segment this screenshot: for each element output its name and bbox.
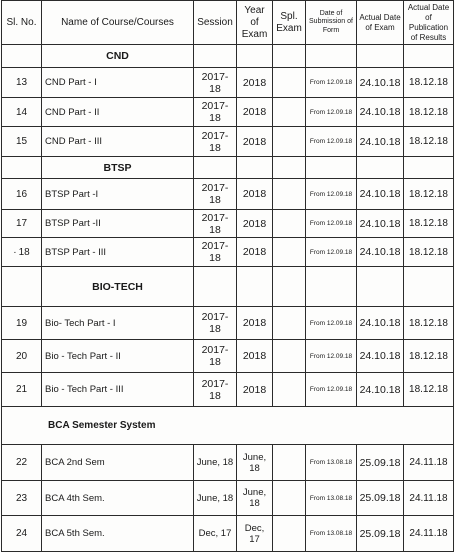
cell-sl: 17 bbox=[2, 210, 42, 238]
cell-year: 2018 bbox=[237, 127, 273, 157]
cell-course: Bio - Tech Part - III bbox=[42, 373, 194, 407]
cell-spl bbox=[273, 179, 306, 210]
header-date-of-submission: Date of Submission of Form bbox=[306, 1, 357, 45]
table-row bbox=[2, 210, 454, 238]
table-body bbox=[2, 45, 454, 552]
cell-exam-date: 25.09.18 bbox=[357, 481, 404, 516]
cell-session: 2017-18 bbox=[194, 179, 237, 210]
cell-session: 2017-18 bbox=[194, 127, 237, 157]
table-row bbox=[2, 516, 454, 552]
cell-exam-date: 24.10.18 bbox=[357, 373, 404, 407]
cell-sl: 16 bbox=[2, 179, 42, 210]
cell-sl: 19 bbox=[2, 307, 42, 340]
cell-course: CND Part - I bbox=[42, 68, 194, 98]
cell-year: 2018 bbox=[237, 68, 273, 98]
cell-exam-date: 24.10.18 bbox=[357, 98, 404, 127]
cell-form-date: From 13.08.18 bbox=[306, 516, 357, 552]
cell-session: Dec, 17 bbox=[194, 516, 237, 552]
cell-sl: 24 bbox=[2, 516, 42, 552]
cell-course: BTSP Part - III bbox=[42, 238, 194, 267]
cell-exam-date: 24.10.18 bbox=[357, 340, 404, 373]
cell-result-date: 24.11.18 bbox=[404, 516, 454, 552]
cell-year: June, 18 bbox=[237, 481, 273, 516]
table-row bbox=[2, 179, 454, 210]
cell-form-date: From 12.09.18 bbox=[306, 238, 357, 267]
cell-session: 2017-18 bbox=[194, 373, 237, 407]
cell-form-date: From 12.09.18 bbox=[306, 340, 357, 373]
cell-spl bbox=[273, 340, 306, 373]
cell-year: 2018 bbox=[237, 373, 273, 407]
header-year-of-exam: Year of Exam bbox=[237, 1, 273, 45]
cell-course: BTSP Part -I bbox=[42, 179, 194, 210]
cell-exam-date: 24.10.18 bbox=[357, 238, 404, 267]
section-title: CND bbox=[42, 45, 194, 68]
table-row bbox=[2, 340, 454, 373]
cell-result-date: 18.12.18 bbox=[404, 238, 454, 267]
section-title: BIO-TECH bbox=[42, 267, 194, 307]
cell-year: 2018 bbox=[237, 210, 273, 238]
cell-result-date: 18.12.18 bbox=[404, 210, 454, 238]
cell-form-date: From 12.09.18 bbox=[306, 307, 357, 340]
cell-exam-date: 24.10.18 bbox=[357, 179, 404, 210]
cell-course: BCA 4th Sem. bbox=[42, 481, 194, 516]
table-row bbox=[2, 307, 454, 340]
cell-session: 2017-18 bbox=[194, 307, 237, 340]
cell-spl bbox=[273, 98, 306, 127]
cell-exam-date: 25.09.18 bbox=[357, 516, 404, 552]
cell-sl: 13 bbox=[2, 68, 42, 98]
cell-exam-date: 24.10.18 bbox=[357, 210, 404, 238]
cell-spl bbox=[273, 373, 306, 407]
cell-session: 2017-18 bbox=[194, 238, 237, 267]
cell-year: June, 18 bbox=[237, 445, 273, 481]
table-row bbox=[2, 127, 454, 157]
cell-result-date: 24.11.18 bbox=[404, 481, 454, 516]
table-row bbox=[2, 445, 454, 481]
cell-year: Dec, 17 bbox=[237, 516, 273, 552]
cell-spl bbox=[273, 307, 306, 340]
cell-course: BCA 2nd Sem bbox=[42, 445, 194, 481]
table-row bbox=[2, 98, 454, 127]
cell-session: June, 18 bbox=[194, 445, 237, 481]
cell-sl: 14 bbox=[2, 98, 42, 127]
section-header-row bbox=[2, 45, 454, 68]
cell-spl bbox=[273, 210, 306, 238]
cell-form-date: From 12.09.18 bbox=[306, 210, 357, 238]
cell-spl bbox=[273, 481, 306, 516]
cell-result-date: 18.12.18 bbox=[404, 127, 454, 157]
section-header-row bbox=[2, 157, 454, 179]
cell-course: CND Part - III bbox=[42, 127, 194, 157]
cell-result-date: 18.12.18 bbox=[404, 373, 454, 407]
cell-sl: · 18 bbox=[2, 238, 42, 267]
cell-course: Bio - Tech Part - II bbox=[42, 340, 194, 373]
cell-form-date: From 12.09.18 bbox=[306, 68, 357, 98]
header-actual-date-exam: Actual Date of Exam bbox=[357, 1, 404, 45]
cell-result-date: 18.12.18 bbox=[404, 340, 454, 373]
cell-result-date: 18.12.18 bbox=[404, 179, 454, 210]
cell-course: CND Part - II bbox=[42, 98, 194, 127]
table-row bbox=[2, 238, 454, 267]
header-session: Session bbox=[194, 1, 237, 45]
header-actual-date-results: Actual Date of Publication of Results bbox=[404, 1, 454, 45]
table-row bbox=[2, 68, 454, 98]
exam-schedule-table bbox=[1, 0, 454, 552]
header-spl-exam: Spl. Exam bbox=[273, 1, 306, 45]
cell-form-date: From 13.08.18 bbox=[306, 445, 357, 481]
cell-year: 2018 bbox=[237, 98, 273, 127]
cell-sl: 23 bbox=[2, 481, 42, 516]
cell-spl bbox=[273, 127, 306, 157]
cell-form-date: From 13.08.18 bbox=[306, 481, 357, 516]
cell-exam-date: 24.10.18 bbox=[357, 68, 404, 98]
cell-spl bbox=[273, 516, 306, 552]
cell-exam-date: 25.09.18 bbox=[357, 445, 404, 481]
cell-form-date: From 12.09.18 bbox=[306, 179, 357, 210]
cell-year: 2018 bbox=[237, 340, 273, 373]
cell-course: Bio- Tech Part - I bbox=[42, 307, 194, 340]
cell-session: June, 18 bbox=[194, 481, 237, 516]
cell-session: 2017-18 bbox=[194, 340, 237, 373]
cell-result-date: 24.11.18 bbox=[404, 445, 454, 481]
cell-course: BTSP Part -II bbox=[42, 210, 194, 238]
section-header-row bbox=[2, 407, 454, 445]
cell-sl: 20 bbox=[2, 340, 42, 373]
cell-year: 2018 bbox=[237, 179, 273, 210]
header-course: Name of Course/Courses bbox=[42, 1, 194, 45]
cell-form-date: From 12.09.18 bbox=[306, 98, 357, 127]
cell-course: BCA 5th Sem. bbox=[42, 516, 194, 552]
cell-session: 2017-18 bbox=[194, 210, 237, 238]
cell-sl: 22 bbox=[2, 445, 42, 481]
cell-form-date: From 12.09.18 bbox=[306, 127, 357, 157]
cell-spl bbox=[273, 445, 306, 481]
table-row bbox=[2, 481, 454, 516]
cell-result-date: 18.12.18 bbox=[404, 98, 454, 127]
cell-exam-date: 24.10.18 bbox=[357, 127, 404, 157]
header-row bbox=[2, 1, 454, 45]
section-title: BCA Semester System bbox=[2, 407, 454, 445]
cell-result-date: 18.12.18 bbox=[404, 307, 454, 340]
cell-year: 2018 bbox=[237, 307, 273, 340]
cell-year: 2018 bbox=[237, 238, 273, 267]
cell-sl: 21 bbox=[2, 373, 42, 407]
cell-spl bbox=[273, 68, 306, 98]
cell-result-date: 18.12.18 bbox=[404, 68, 454, 98]
table-row bbox=[2, 373, 454, 407]
cell-session: 2017-18 bbox=[194, 98, 237, 127]
cell-form-date: From 12.09.18 bbox=[306, 373, 357, 407]
header-sl-no: Sl. No. bbox=[2, 1, 42, 45]
cell-sl: 15 bbox=[2, 127, 42, 157]
section-title: BTSP bbox=[42, 157, 194, 179]
section-header-row bbox=[2, 267, 454, 307]
cell-session: 2017-18 bbox=[194, 68, 237, 98]
cell-spl bbox=[273, 238, 306, 267]
cell-exam-date: 24.10.18 bbox=[357, 307, 404, 340]
